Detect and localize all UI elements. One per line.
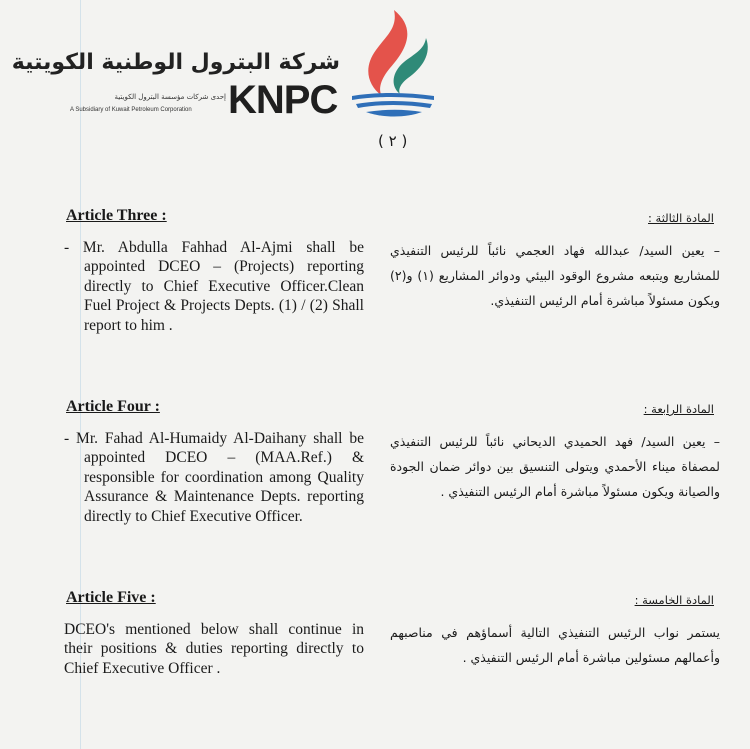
article-four-heading-ar: المادة الرابعة :: [643, 402, 714, 417]
letterhead: [0, 0, 750, 196]
article-five-heading-en: Article Five :: [66, 589, 156, 607]
article-four: [64, 397, 720, 526]
article-three-heading-en: Article Three :: [66, 207, 167, 224]
article-three-body-ar: – يعين السيد/ عبدالله فهاد العجمي نائباً للرئيس التنفيذي للمشاريع ويتبعه مشروع الوقود البيئي ودوائر المشاريع (١) و(٢) ويكون مسئولاً مباشرة أمام الرئيس التنفيذي.: [390, 243, 720, 308]
articles: [0, 196, 750, 698]
subsidiary-arabic: إحدى شركات مؤسسة البترول الكويتية: [114, 93, 226, 101]
page-number: ( ٢ ): [378, 132, 408, 150]
article-four-body-ar: – يعين السيد/ فهد الحميدي الديحاني نائباً للرئيس التنفيذي لمصفاة ميناء الأحمدي ويتولى التنسيق بين دوائر ضمان الجودة والصيانة ويكون مسئولاً مباشرة أمام الرئيس التنفيذي .: [390, 434, 720, 500]
article-five-heading-ar: المادة الخامسة :: [634, 593, 714, 608]
article-five-body-ar: يستمر نواب الرئيس التنفيذي التالية أسماؤهم في مناصبهم وأعمالهم مسئولين مباشرة أمام الرئيس التنفيذي .: [390, 625, 720, 666]
water-wave-1: [352, 93, 434, 100]
article-five: [64, 588, 720, 678]
article-four-body-en: - Mr. Fahad Al-Humaidy Al-Daihany shall be appointed DCEO – (MAA.Ref.) & responsible for coordination among Quality Assurance & Maintenance Depts. reporting directly to Chief Executive Officer.: [64, 430, 364, 525]
article-three: [64, 206, 720, 335]
knpc-flame-emblem-icon: [346, 8, 438, 120]
subsidiary-english: A Subsidiary of Kuwait Petroleum Corporation: [70, 107, 192, 113]
article-four-heading-en: Article Four :: [66, 398, 160, 416]
water-wave-3: [366, 110, 422, 117]
knpc-logo-text: KNPC: [228, 78, 338, 122]
article-three-heading-ar: المادة الثالثة :: [648, 211, 714, 225]
article-five-body-en: DCEO's mentioned below shall continue in their positions & duties reporting directly to Chief Executive Officer .: [64, 621, 364, 677]
article-three-body-en: - Mr. Abdulla Fahhad Al-Ajmi shall be appointed DCEO – (Projects) reporting directly to Chief Executive Officer.Clean Fuel Project & Projects Depts. (1) / (2) Shall report to him .: [64, 239, 364, 334]
water-wave-2: [356, 101, 432, 108]
company-name-arabic: شركة البترول الوطنية الكويتية: [11, 50, 340, 75]
